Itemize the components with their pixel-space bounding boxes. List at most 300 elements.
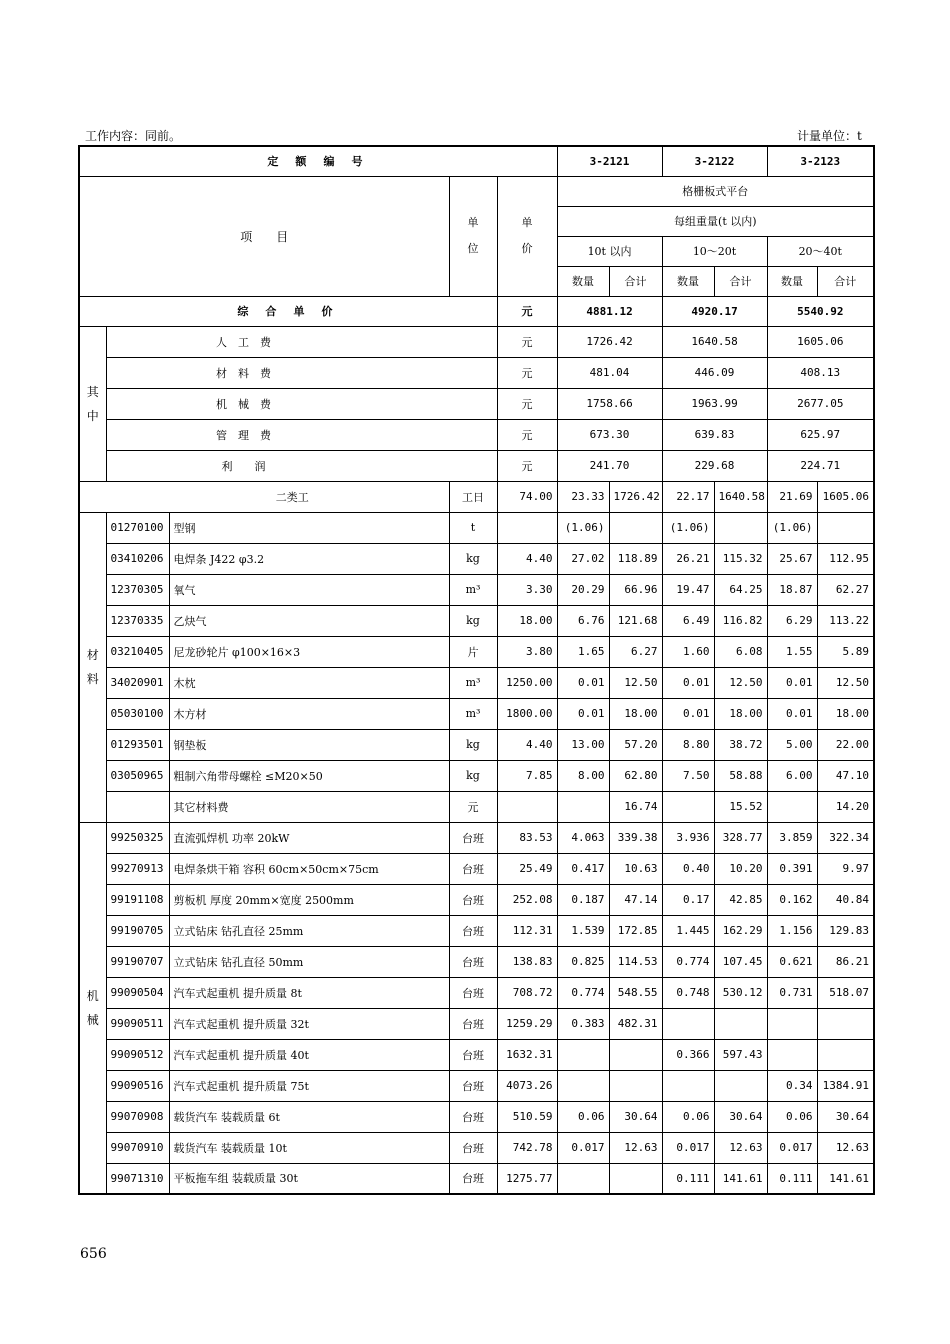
machinery-name: 平板拖车组 装载质量 30t [169, 1163, 449, 1194]
of-which-value: 241.70 [557, 450, 662, 481]
materials-code: 03050965 [106, 760, 169, 791]
machinery-cell: 0.366 [662, 1039, 714, 1070]
materials-cell: 25.67 [767, 543, 817, 574]
machinery-name: 载货汽车 装载质量 6t [169, 1101, 449, 1132]
materials-cell: 0.01 [767, 667, 817, 698]
materials-label-char: 料 [86, 672, 99, 686]
materials-price: 1800.00 [497, 698, 557, 729]
machinery-cell: 114.53 [609, 946, 662, 977]
of-which-value: 1758.66 [557, 388, 662, 419]
materials-row [79, 636, 874, 667]
qty-header: 数量 [557, 266, 609, 296]
materials-unit: 片 [449, 636, 497, 667]
machinery-row [79, 1008, 874, 1039]
unit-note: 计量单位：t [797, 129, 862, 143]
materials-code: 01293501 [106, 729, 169, 760]
machinery-cell: 339.38 [609, 822, 662, 853]
machinery-code: 99270913 [106, 853, 169, 884]
materials-price: 4.40 [497, 729, 557, 760]
materials-price: 4.40 [497, 543, 557, 574]
machinery-cell: 12.63 [817, 1132, 874, 1163]
machinery-cell: 42.85 [714, 884, 767, 915]
materials-cell: 20.29 [557, 574, 609, 605]
machinery-cell: 0.748 [662, 977, 714, 1008]
machinery-cell: 1384.91 [817, 1070, 874, 1101]
machinery-code: 99191108 [106, 884, 169, 915]
of-which-row [79, 450, 874, 481]
machinery-unit: 台班 [449, 1008, 497, 1039]
machinery-row [79, 1070, 874, 1101]
of-which-value: 229.68 [662, 450, 767, 481]
materials-cell [609, 512, 662, 543]
codes-row [79, 146, 874, 176]
materials-cell: 6.08 [714, 636, 767, 667]
composite-value: 5540.92 [767, 296, 874, 326]
machinery-cell: 3.859 [767, 822, 817, 853]
machinery-name: 汽车式起重机 提升质量 8t [169, 977, 449, 1008]
machinery-cell: 9.97 [817, 853, 874, 884]
materials-cell: 22.00 [817, 729, 874, 760]
materials-code: 05030100 [106, 698, 169, 729]
materials-cell: 0.01 [767, 698, 817, 729]
of-which-value: 1726.42 [557, 326, 662, 357]
of-which-value: 639.83 [662, 419, 767, 450]
machinery-cell [817, 1039, 874, 1070]
materials-price [497, 791, 557, 822]
of-which-value: 481.04 [557, 357, 662, 388]
machinery-row [79, 1163, 874, 1194]
materials-cell: 1.55 [767, 636, 817, 667]
machinery-cell: 12.63 [609, 1132, 662, 1163]
of-which-label-cell: 管 理 费 [106, 419, 497, 450]
materials-unit: kg [449, 729, 497, 760]
materials-cell: 0.01 [662, 698, 714, 729]
machinery-row [79, 1101, 874, 1132]
of-which-label-cell: 人 工 费 [106, 326, 497, 357]
labor-cell: 21.69 [767, 481, 817, 512]
machinery-cell [662, 1070, 714, 1101]
machinery-cell [609, 1039, 662, 1070]
composite-label: 综 合 单 价 [79, 296, 497, 326]
materials-cell: 14.20 [817, 791, 874, 822]
machinery-row [79, 884, 874, 915]
materials-cell: 0.01 [557, 698, 609, 729]
machinery-row [79, 977, 874, 1008]
materials-cell: 12.50 [817, 667, 874, 698]
machinery-cell: 1.539 [557, 915, 609, 946]
machinery-label-char: 械 [86, 1012, 99, 1027]
machinery-price: 708.72 [497, 977, 557, 1008]
machinery-price: 112.31 [497, 915, 557, 946]
materials-row [79, 729, 874, 760]
machinery-unit: 台班 [449, 1101, 497, 1132]
range-header: 20～40t [767, 236, 874, 266]
machinery-label-char: 机 [86, 988, 99, 1003]
materials-cell: 16.74 [609, 791, 662, 822]
materials-cell: 5.00 [767, 729, 817, 760]
materials-cell: 6.27 [609, 636, 662, 667]
labor-price: 74.00 [497, 481, 557, 512]
materials-cell: 38.72 [714, 729, 767, 760]
materials-cell: 13.00 [557, 729, 609, 760]
machinery-unit: 台班 [449, 1163, 497, 1194]
materials-cell: 112.95 [817, 543, 874, 574]
materials-cell: 57.20 [609, 729, 662, 760]
machinery-cell: 0.391 [767, 853, 817, 884]
of-which-unit: 元 [497, 450, 557, 481]
machinery-cell [767, 1039, 817, 1070]
machinery-cell: 322.34 [817, 822, 874, 853]
materials-row [79, 605, 874, 636]
machinery-code: 99090516 [106, 1070, 169, 1101]
materials-cell: 1.60 [662, 636, 714, 667]
machinery-cell: 86.21 [817, 946, 874, 977]
machinery-code: 99090512 [106, 1039, 169, 1070]
materials-cell: (1.06) [662, 512, 714, 543]
machinery-row [79, 853, 874, 884]
labor-cell: 1605.06 [817, 481, 874, 512]
quota-table [78, 145, 875, 1195]
machinery-code: 99090504 [106, 977, 169, 1008]
of-which-row [79, 326, 874, 357]
of-which-value: 1963.99 [662, 388, 767, 419]
materials-row [79, 543, 874, 574]
materials-unit: kg [449, 543, 497, 574]
machinery-cell: 0.383 [557, 1008, 609, 1039]
materials-unit: kg [449, 605, 497, 636]
of-which-row [79, 388, 874, 419]
price-header-line: 价 [521, 242, 533, 255]
materials-price: 3.30 [497, 574, 557, 605]
machinery-row [79, 822, 874, 853]
machinery-cell: 0.825 [557, 946, 609, 977]
of-which-label-char: 中 [86, 408, 99, 423]
materials-label-char: 材 [86, 648, 99, 662]
machinery-cell: 0.017 [662, 1132, 714, 1163]
machinery-cell: 530.12 [714, 977, 767, 1008]
unit-header-line: 单 [467, 216, 479, 229]
materials-row [79, 698, 874, 729]
materials-cell: (1.06) [767, 512, 817, 543]
materials-cell: 18.00 [714, 698, 767, 729]
price-header-line: 单 [521, 216, 533, 229]
machinery-cell: 1.445 [662, 915, 714, 946]
machinery-cell [609, 1070, 662, 1101]
total-header: 合计 [714, 266, 767, 296]
group-title: 格栅板式平台 [557, 176, 874, 206]
materials-cell: 58.88 [714, 760, 767, 791]
machinery-code: 99190705 [106, 915, 169, 946]
machinery-cell [714, 1008, 767, 1039]
code-cell: 3-2121 [557, 146, 662, 176]
materials-cell: 7.50 [662, 760, 714, 791]
machinery-cell [817, 1008, 874, 1039]
labor-row [79, 481, 874, 512]
of-which-value: 673.30 [557, 419, 662, 450]
machinery-price: 83.53 [497, 822, 557, 853]
materials-cell: 113.22 [817, 605, 874, 636]
of-which-label-cell: 利 润 [106, 450, 497, 481]
machinery-unit: 台班 [449, 853, 497, 884]
machinery-cell: 0.111 [767, 1163, 817, 1194]
materials-cell: 8.00 [557, 760, 609, 791]
materials-cell: 5.89 [817, 636, 874, 667]
materials-cell [557, 791, 609, 822]
machinery-row [79, 946, 874, 977]
materials-price: 3.80 [497, 636, 557, 667]
materials-label [79, 512, 106, 822]
materials-unit: kg [449, 760, 497, 791]
machinery-price: 510.59 [497, 1101, 557, 1132]
machinery-cell [767, 1008, 817, 1039]
machinery-price: 1632.31 [497, 1039, 557, 1070]
machinery-unit: 台班 [449, 1132, 497, 1163]
materials-cell: 6.00 [767, 760, 817, 791]
machinery-cell: 0.017 [557, 1132, 609, 1163]
materials-name: 尼龙砂轮片 φ100×16×3 [169, 636, 449, 667]
machinery-row [79, 1039, 874, 1070]
price-header [497, 176, 557, 296]
machinery-cell: 482.31 [609, 1008, 662, 1039]
machinery-cell: 0.621 [767, 946, 817, 977]
machinery-cell: 0.187 [557, 884, 609, 915]
materials-cell: 62.27 [817, 574, 874, 605]
materials-name: 电焊条 J422 φ3.2 [169, 543, 449, 574]
machinery-unit: 台班 [449, 1070, 497, 1101]
total-header: 合计 [817, 266, 874, 296]
machinery-price: 742.78 [497, 1132, 557, 1163]
machinery-cell: 3.936 [662, 822, 714, 853]
materials-cell: 12.50 [609, 667, 662, 698]
unit-header [449, 176, 497, 296]
machinery-cell: 0.774 [557, 977, 609, 1008]
composite-value: 4881.12 [557, 296, 662, 326]
machinery-cell: 0.34 [767, 1070, 817, 1101]
machinery-unit: 台班 [449, 822, 497, 853]
materials-cell: 18.87 [767, 574, 817, 605]
machinery-unit: 台班 [449, 946, 497, 977]
labor-cell: 22.17 [662, 481, 714, 512]
composite-unit: 元 [497, 296, 557, 326]
materials-cell: 1.65 [557, 636, 609, 667]
machinery-cell: 4.063 [557, 822, 609, 853]
materials-cell: 8.80 [662, 729, 714, 760]
materials-cell: 0.01 [557, 667, 609, 698]
materials-cell: 115.32 [714, 543, 767, 574]
machinery-cell: 47.14 [609, 884, 662, 915]
machinery-cell: 0.06 [662, 1101, 714, 1132]
materials-cell: 121.68 [609, 605, 662, 636]
of-which-label [79, 326, 106, 481]
machinery-cell: 0.731 [767, 977, 817, 1008]
machinery-cell: 0.06 [557, 1101, 609, 1132]
materials-cell: 62.80 [609, 760, 662, 791]
materials-cell [817, 512, 874, 543]
weight-title: 每组重量(t 以内) [557, 206, 874, 236]
machinery-name: 立式钻床 钻孔直径 50mm [169, 946, 449, 977]
materials-cell: 18.00 [609, 698, 662, 729]
materials-price: 7.85 [497, 760, 557, 791]
materials-cell: 118.89 [609, 543, 662, 574]
machinery-unit: 台班 [449, 884, 497, 915]
machinery-cell: 597.43 [714, 1039, 767, 1070]
materials-code: 34020901 [106, 667, 169, 698]
of-which-value: 625.97 [767, 419, 874, 450]
machinery-cell: 129.83 [817, 915, 874, 946]
of-which-label-char: 其 [86, 384, 99, 399]
qty-header: 数量 [767, 266, 817, 296]
composite-price-row [79, 296, 874, 326]
machinery-name: 立式钻床 钻孔直径 25mm [169, 915, 449, 946]
materials-cell [767, 791, 817, 822]
materials-code: 12370305 [106, 574, 169, 605]
machinery-cell: 30.64 [714, 1101, 767, 1132]
materials-cell: 64.25 [714, 574, 767, 605]
machinery-cell [557, 1039, 609, 1070]
materials-cell: 18.00 [817, 698, 874, 729]
materials-cell [662, 791, 714, 822]
materials-code: 03210405 [106, 636, 169, 667]
materials-unit: t [449, 512, 497, 543]
machinery-cell: 0.162 [767, 884, 817, 915]
machinery-cell: 40.84 [817, 884, 874, 915]
machinery-cell [662, 1008, 714, 1039]
machinery-cell: 30.64 [609, 1101, 662, 1132]
of-which-value: 1605.06 [767, 326, 874, 357]
materials-name: 钢垫板 [169, 729, 449, 760]
of-which-value: 1640.58 [662, 326, 767, 357]
qty-header: 数量 [662, 266, 714, 296]
materials-unit: m³ [449, 574, 497, 605]
machinery-cell [557, 1163, 609, 1194]
machinery-unit: 台班 [449, 977, 497, 1008]
materials-cell: 27.02 [557, 543, 609, 574]
materials-name: 乙炔气 [169, 605, 449, 636]
of-which-unit: 元 [497, 357, 557, 388]
machinery-cell: 518.07 [817, 977, 874, 1008]
machinery-price: 252.08 [497, 884, 557, 915]
machinery-row [79, 915, 874, 946]
materials-cell: (1.06) [557, 512, 609, 543]
of-which-row [79, 419, 874, 450]
machinery-price: 1259.29 [497, 1008, 557, 1039]
machinery-unit: 台班 [449, 915, 497, 946]
machinery-price: 25.49 [497, 853, 557, 884]
materials-cell: 0.01 [662, 667, 714, 698]
machinery-cell: 0.06 [767, 1101, 817, 1132]
materials-cell: 6.76 [557, 605, 609, 636]
materials-price: 1250.00 [497, 667, 557, 698]
machinery-cell: 0.774 [662, 946, 714, 977]
machinery-price: 4073.26 [497, 1070, 557, 1101]
materials-cell: 15.52 [714, 791, 767, 822]
of-which-value: 224.71 [767, 450, 874, 481]
materials-row [79, 512, 874, 543]
machinery-cell: 328.77 [714, 822, 767, 853]
materials-row [79, 574, 874, 605]
machinery-name: 汽车式起重机 提升质量 75t [169, 1070, 449, 1101]
code-cell: 3-2123 [767, 146, 874, 176]
materials-price: 18.00 [497, 605, 557, 636]
machinery-cell: 162.29 [714, 915, 767, 946]
machinery-name: 载货汽车 装载质量 10t [169, 1132, 449, 1163]
labor-cell: 23.33 [557, 481, 609, 512]
machinery-price: 1275.77 [497, 1163, 557, 1194]
machinery-code: 99071310 [106, 1163, 169, 1194]
materials-name: 木枕 [169, 667, 449, 698]
machinery-cell: 0.017 [767, 1132, 817, 1163]
composite-value: 4920.17 [662, 296, 767, 326]
materials-unit: 元 [449, 791, 497, 822]
machinery-cell: 1.156 [767, 915, 817, 946]
materials-code: 12370335 [106, 605, 169, 636]
item-label: 项 目 [79, 176, 449, 296]
materials-cell: 26.21 [662, 543, 714, 574]
code-cell: 3-2122 [662, 146, 767, 176]
machinery-cell: 12.63 [714, 1132, 767, 1163]
machinery-name: 剪板机 厚度 20mm×宽度 2500mm [169, 884, 449, 915]
machinery-row [79, 1132, 874, 1163]
machinery-unit: 台班 [449, 1039, 497, 1070]
machinery-name: 电焊条烘干箱 容积 60cm×50cm×75cm [169, 853, 449, 884]
of-which-value: 2677.05 [767, 388, 874, 419]
machinery-code: 99090511 [106, 1008, 169, 1039]
page-number: 656 [80, 1246, 107, 1262]
materials-cell [714, 512, 767, 543]
machinery-cell: 0.17 [662, 884, 714, 915]
materials-cell: 19.47 [662, 574, 714, 605]
machinery-name: 直流弧焊机 功率 20kW [169, 822, 449, 853]
machinery-cell: 141.61 [714, 1163, 767, 1194]
machinery-code: 99250325 [106, 822, 169, 853]
materials-cell: 116.82 [714, 605, 767, 636]
range-header: 10t 以内 [557, 236, 662, 266]
of-which-unit: 元 [497, 419, 557, 450]
machinery-price: 138.83 [497, 946, 557, 977]
of-which-value: 446.09 [662, 357, 767, 388]
materials-name: 粗制六角带母螺栓 ≤M20×50 [169, 760, 449, 791]
machinery-code: 99070908 [106, 1101, 169, 1132]
materials-unit: m³ [449, 667, 497, 698]
machinery-cell: 0.111 [662, 1163, 714, 1194]
machinery-name: 汽车式起重机 提升质量 40t [169, 1039, 449, 1070]
machinery-cell: 548.55 [609, 977, 662, 1008]
materials-cell: 66.96 [609, 574, 662, 605]
materials-price [497, 512, 557, 543]
machinery-name: 汽车式起重机 提升质量 32t [169, 1008, 449, 1039]
of-which-unit: 元 [497, 326, 557, 357]
materials-name: 氧气 [169, 574, 449, 605]
of-which-label-cell: 机 械 费 [106, 388, 497, 419]
machinery-cell [557, 1070, 609, 1101]
of-which-row [79, 357, 874, 388]
machinery-cell: 0.417 [557, 853, 609, 884]
machinery-cell: 0.40 [662, 853, 714, 884]
materials-cell: 47.10 [817, 760, 874, 791]
machinery-code: 99190707 [106, 946, 169, 977]
machinery-cell [714, 1070, 767, 1101]
labor-cell: 1640.58 [714, 481, 767, 512]
materials-cell: 12.50 [714, 667, 767, 698]
materials-code: 03410206 [106, 543, 169, 574]
machinery-label [79, 822, 106, 1194]
of-which-value: 408.13 [767, 357, 874, 388]
work-content-note: 工作内容：同前。 [85, 129, 182, 143]
of-which-label-cell: 材 料 费 [106, 357, 497, 388]
materials-code: 01270100 [106, 512, 169, 543]
codes-label: 定 额 编 号 [79, 146, 557, 176]
materials-cell: 6.49 [662, 605, 714, 636]
